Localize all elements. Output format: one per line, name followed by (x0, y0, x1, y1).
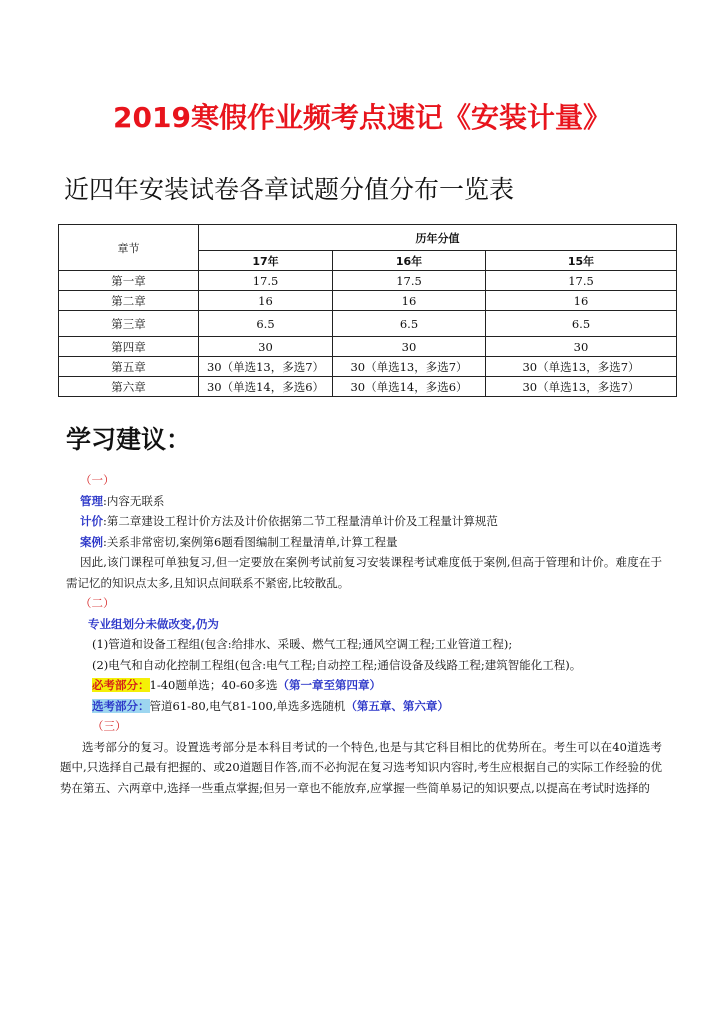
score-cell: 30（单选13，多选7） (486, 377, 677, 397)
score-cell: 17.5 (486, 271, 677, 291)
chapter-cell: 第六章 (59, 377, 199, 397)
part1-marker: （一） (80, 473, 115, 487)
score-cell: 16 (333, 291, 486, 311)
part3-text: 选考部分的复习。设置选考部分是本科目考试的一个特色,也是与其它科目相比的优势所在。考生可以在40道选考题中,只选择自己最有把握的、或20道题目作答,而不必拘泥在复习选考知识内容时,考生应根据自己的实际工作经验的优势在第五、六两章中,选择一些重点掌握;但另一章也不能放弃,应掌握一些简单易记的知识要点,以提高在考试时选择的 (60, 739, 662, 795)
optional-note: （第五章、第六章） (345, 698, 449, 713)
score-cell: 30（单选13，多选7） (199, 357, 333, 377)
optional-line (66, 696, 662, 717)
chapter-cell: 第一章 (59, 271, 199, 291)
required-text: 1-40题单选；40-60多选 (149, 678, 278, 692)
score-cell: 30 (486, 337, 677, 357)
document-title: 2019寒假作业频考点速记《安装计量》 (113, 101, 611, 134)
case-text: :关系非常密切,案例第6题看图编制工程量清单,计算工程量 (103, 534, 398, 549)
table-row (59, 357, 677, 377)
part1-summary: 因此,该门课程可单独复习,但一定要放在案例考试前复习安装课程考试难度低于案例,但高于管理和计价。难度在于需记忆的知识点太多,且知识点间联系不紧密,比较散乱。 (66, 555, 662, 590)
pricing-text: :第二章建设工程计价方法及计价依据第二节工程量清单计价及工程量计算规范 (103, 514, 498, 528)
table-row (59, 377, 677, 397)
group2-line: (2)电气和自动化控制工程组(包含:电气工程;自动控工程;通信设备及线路工程;建筑智能化工程)。 (92, 657, 582, 672)
score-cell: 30（单选14，多选6） (333, 377, 486, 397)
mgmt-text: :内容无联系 (103, 493, 165, 508)
optional-label: 选考部分： (92, 698, 150, 713)
score-cell: 16 (486, 291, 677, 311)
table-row (59, 271, 677, 291)
pricing-line (66, 511, 662, 532)
part2-marker: （二） (80, 596, 115, 610)
chapter-cell: 第五章 (59, 357, 199, 377)
chapter-header: 章节 (59, 225, 199, 271)
pricing-label: 计价 (80, 514, 103, 528)
case-line (66, 532, 662, 553)
score-cell: 6.5 (199, 311, 333, 337)
year-header: 15年 (486, 251, 677, 271)
score-cell: 16 (199, 291, 333, 311)
table-row (59, 291, 677, 311)
mgmt-line (66, 491, 662, 512)
required-label: 必考部分： (92, 678, 150, 692)
score-cell: 30 (333, 337, 486, 357)
score-cell: 17.5 (333, 271, 486, 291)
advice-heading: 学习建议： (66, 425, 192, 454)
score-distribution-table (58, 224, 677, 397)
score-cell: 17.5 (199, 271, 333, 291)
year-header: 17年 (199, 251, 333, 271)
chapter-cell: 第四章 (59, 337, 199, 357)
score-cell: 6.5 (486, 311, 677, 337)
part2-heading: 专业组划分未做改变,仍为 (88, 616, 219, 631)
required-line (66, 675, 662, 696)
required-note: （第一章至第四章） (277, 678, 381, 692)
case-label: 案例 (80, 534, 103, 549)
advice-body (60, 470, 662, 798)
table-row (59, 311, 677, 337)
table-row (59, 337, 677, 357)
year-header: 16年 (333, 251, 486, 271)
score-cell: 6.5 (333, 311, 486, 337)
chapter-cell: 第三章 (59, 311, 199, 337)
mgmt-label: 管理 (80, 493, 103, 508)
group1-line: (1)管道和设备工程组(包含:给排水、采暖、燃气工程;通风空调工程;工业管道工程); (92, 637, 513, 651)
score-header: 历年分值 (199, 225, 677, 251)
score-cell: 30（单选13，多选7） (486, 357, 677, 377)
optional-text: 管道61-80,电气81-100,单选多选随机 (149, 698, 346, 713)
score-cell: 30（单选14，多选6） (199, 377, 333, 397)
score-cell: 30（单选13，多选7） (333, 357, 486, 377)
score-cell: 30 (199, 337, 333, 357)
chapter-cell: 第二章 (59, 291, 199, 311)
table-caption: 近四年安装试卷各章试题分值分布一览表 (64, 175, 515, 204)
part3-marker: （三） (92, 719, 127, 733)
